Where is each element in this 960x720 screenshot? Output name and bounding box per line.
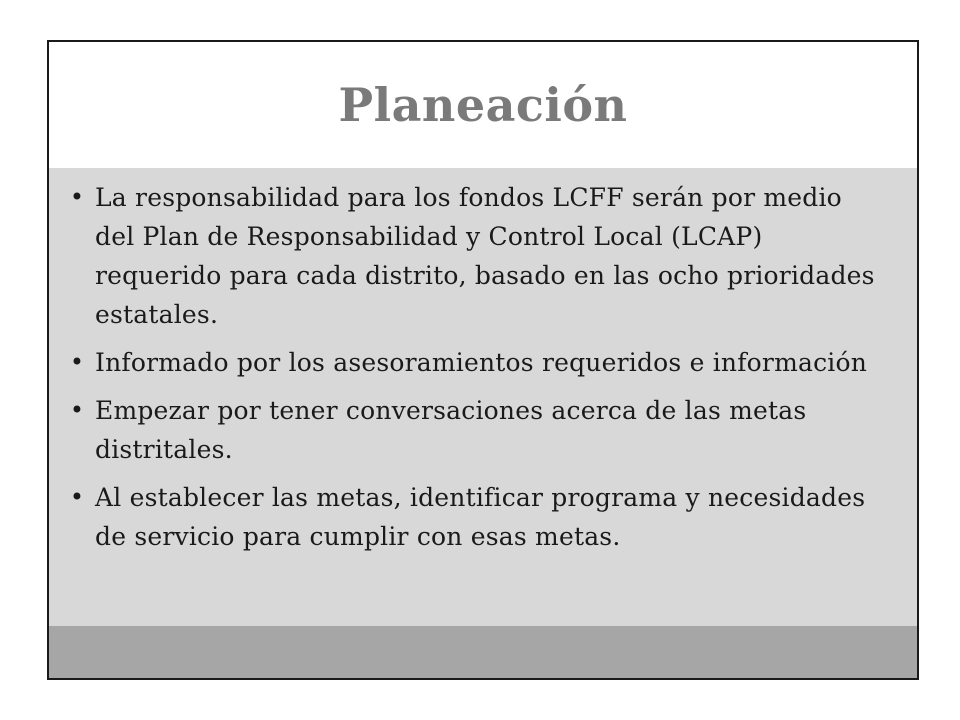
slide-title: Planeación: [338, 78, 628, 132]
bullet-icon: •: [69, 348, 85, 376]
title-area: [49, 42, 917, 168]
bullet-list: [59, 178, 889, 565]
bullet-text: Informado por los asesoramientos requeridos e información: [95, 348, 868, 377]
bullet-text: Empezar por tener conversaciones acerca de las metas distritales.: [95, 396, 807, 464]
list-item: [59, 343, 889, 382]
slide-frame: [47, 40, 919, 680]
bullet-icon: •: [69, 183, 85, 211]
bullet-text: La responsabilidad para los fondos LCFF serán por medio del Plan de Responsabilidad y Control Local (LCAP) requerido para cada distrito, basado en las ocho prioridades estatales.: [95, 183, 875, 329]
list-item: [59, 178, 889, 334]
list-item: [59, 391, 889, 469]
content-area: [49, 168, 917, 626]
list-item: [59, 478, 889, 556]
footer-band: [49, 626, 917, 680]
bullet-text: Al establecer las metas, identificar programa y necesidades de servicio para cumplir con esas metas.: [95, 483, 866, 551]
bullet-icon: •: [69, 396, 85, 424]
bullet-icon: •: [69, 483, 85, 511]
